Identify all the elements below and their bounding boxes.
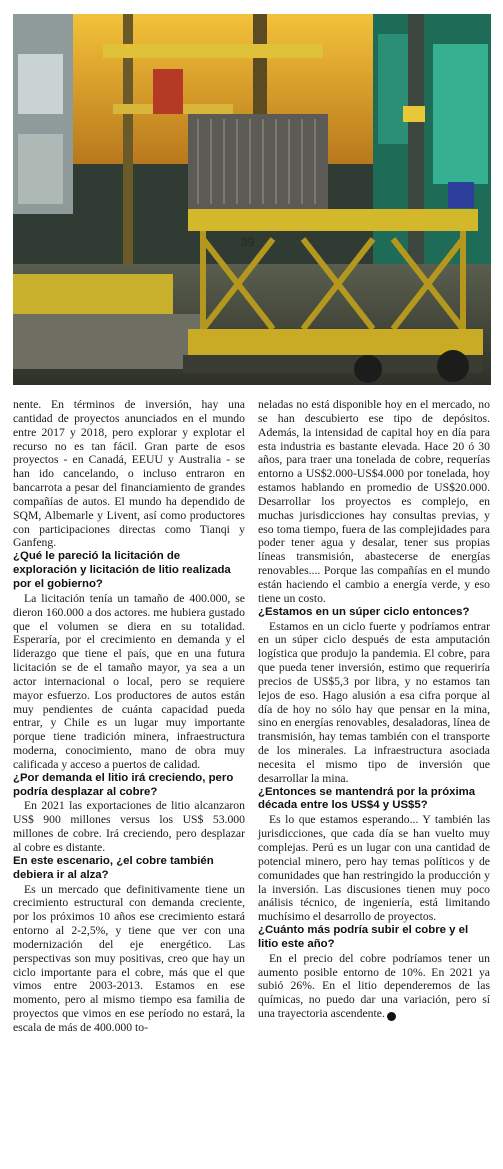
article-photo — [13, 14, 491, 385]
left-column — [13, 398, 245, 1035]
right-column — [258, 398, 490, 1035]
paragraph: neladas no está disponible hoy en el mercado, no se han descubierto ese tipo de depósitos. Además, la intensidad de capital hoy en día para esta industria es bastante elevada. Hace 20 ó 30 años, para traer una tonelada de cobre, requerías entorno a US$2.000-US$4.000 por tonelada, hoy estamos hablando en promedio de US$20.000. Desarrollar los proyectos es complejo, en muchas jurisdicciones hay consultas previas, y eso toma tiempo, fuera de las complejidades para poder tener agua y desalar, tener sus propias líneas transmisión, abastecerse de energías renovables.... Porque las compañías en el mundo están haciendo el cambio a energía verde, y eso tiene un costo. — [258, 398, 490, 605]
answer-paragraph: En 2021 las exportaciones de litio alcanzaron US$ 900 millones versus los US$ 53.000 millones de cobre. Irá creciendo, pero desplazar al cobre es distante. — [13, 799, 245, 854]
industrial-crane-photo-icon — [13, 14, 491, 385]
answer-paragraph: Estamos en un ciclo fuerte y podríamos entrar en un súper ciclo después de esta amputación logística que produjo la pandemia. El cobre, para que pueda tener inversión, estimo que requeriría precios de US$5,3 por libra, y no estamos tan lejos de eso. Hago alusión a esa cifra porque al día de hoy no sólo hay que pensar en la mina, sino en energías renovables, desaladoras, línea de transmisión, hay temas también con el transporte de los minerales. La infraestructura asociada necesita el mismo tipo de inversión que desarrollar la mina. — [258, 619, 490, 785]
question-heading: En este escenario, ¿el cobre también debiera ir al alza? — [13, 854, 214, 881]
answer-paragraph — [258, 952, 490, 1021]
answer-paragraph: Es lo que estamos esperando... Y también las jurisdicciones, que cada día se han vuelto muy complejas. Perú es un lugar con una cantidad de potencial minero, pero hay temas políticos y de comunidades que han restringido la producción y la inversión. Las discusiones tienen muy poco análisis técnico, de ingeniería, está limitando muchísimo el desarrollo de proyectos. — [258, 813, 490, 924]
answer-paragraph: La licitación tenía un tamaño de 400.000, se dieron 160.000 a dos actores. me hubiera gustado que el volumen se diera en su totalidad. Esperaría, por el crecimiento en demanda y el liderazgo que tiene el país, que en una futura licitación se de el tamaño mayor, ya sea a un actor internacional o local, pero se requiere mayor esfuerzo. Los productores de autos están muy pendientes de cuánta capacidad pueda entrar, y Chile es un lugar muy importante porque tiene tradición minera, infraestructura moderna, conocimiento, mano de obra muy calificada y acceso a puertos de calidad. — [13, 591, 245, 771]
question-heading: ¿Cuánto más podría subir el cobre y el litio este año? — [258, 924, 469, 950]
question-heading: ¿Qué le pareció la licitación de exploración y licitación de litio realizada por el gobierno? — [13, 550, 231, 590]
question-heading: ¿Entonces se mantendrá por la próxima década entre los US$4 y US$5? — [258, 785, 476, 812]
article-body — [13, 398, 491, 1035]
crate-number: 39 — [241, 235, 255, 249]
question-heading: ¿Estamos en un súper ciclo entonces? — [258, 605, 470, 618]
final-answer-text: En el precio del cobre podríamos tener un aumento posible entorno de 10%. En 2021 ya subió 26%. En el litio dependeremos de las químicas, no puedo dar una variación, pero sí una trayectoria ascendente. — [258, 951, 490, 1021]
answer-paragraph: Es un mercado que definitivamente tiene un crecimiento estructural con demanda creciente, por los próximos 10 años ese crecimiento estará entorno al 2-2,5%, y tiene que ver con una modernización del eje energético. Las perspectivas son muy positivas, creo que hay un ciclo importante para el cobre, más que el que vimos entre 2003-2013. Estamos en ese momento, pero al mismo tiempo esa familia de proyectos que vimos en ese período no estará, la escala de más de 400.000 to- — [13, 882, 245, 1034]
paragraph: nente. En términos de inversión, hay una cantidad de proyectos anunciados en el mundo entre 2017 y 2018, pero explorar y explotar el recurso no es tan fácil. Gran parte de esos proyectos - en Canadá, EEUU y Australia - se han ido cancelando, o incluso entraron en bancarrota a pesar del financiamiento de grandes compañías de autos. El mundo ha dependido de SQM, Albemarle y Livent, así como productores con participaciones directas como Tianqi y Ganfeng. — [13, 398, 245, 550]
question-heading: ¿Por demanda el litio irá creciendo, pero podría desplazar al cobre? — [13, 771, 234, 798]
end-mark-icon: P — [387, 1012, 396, 1021]
